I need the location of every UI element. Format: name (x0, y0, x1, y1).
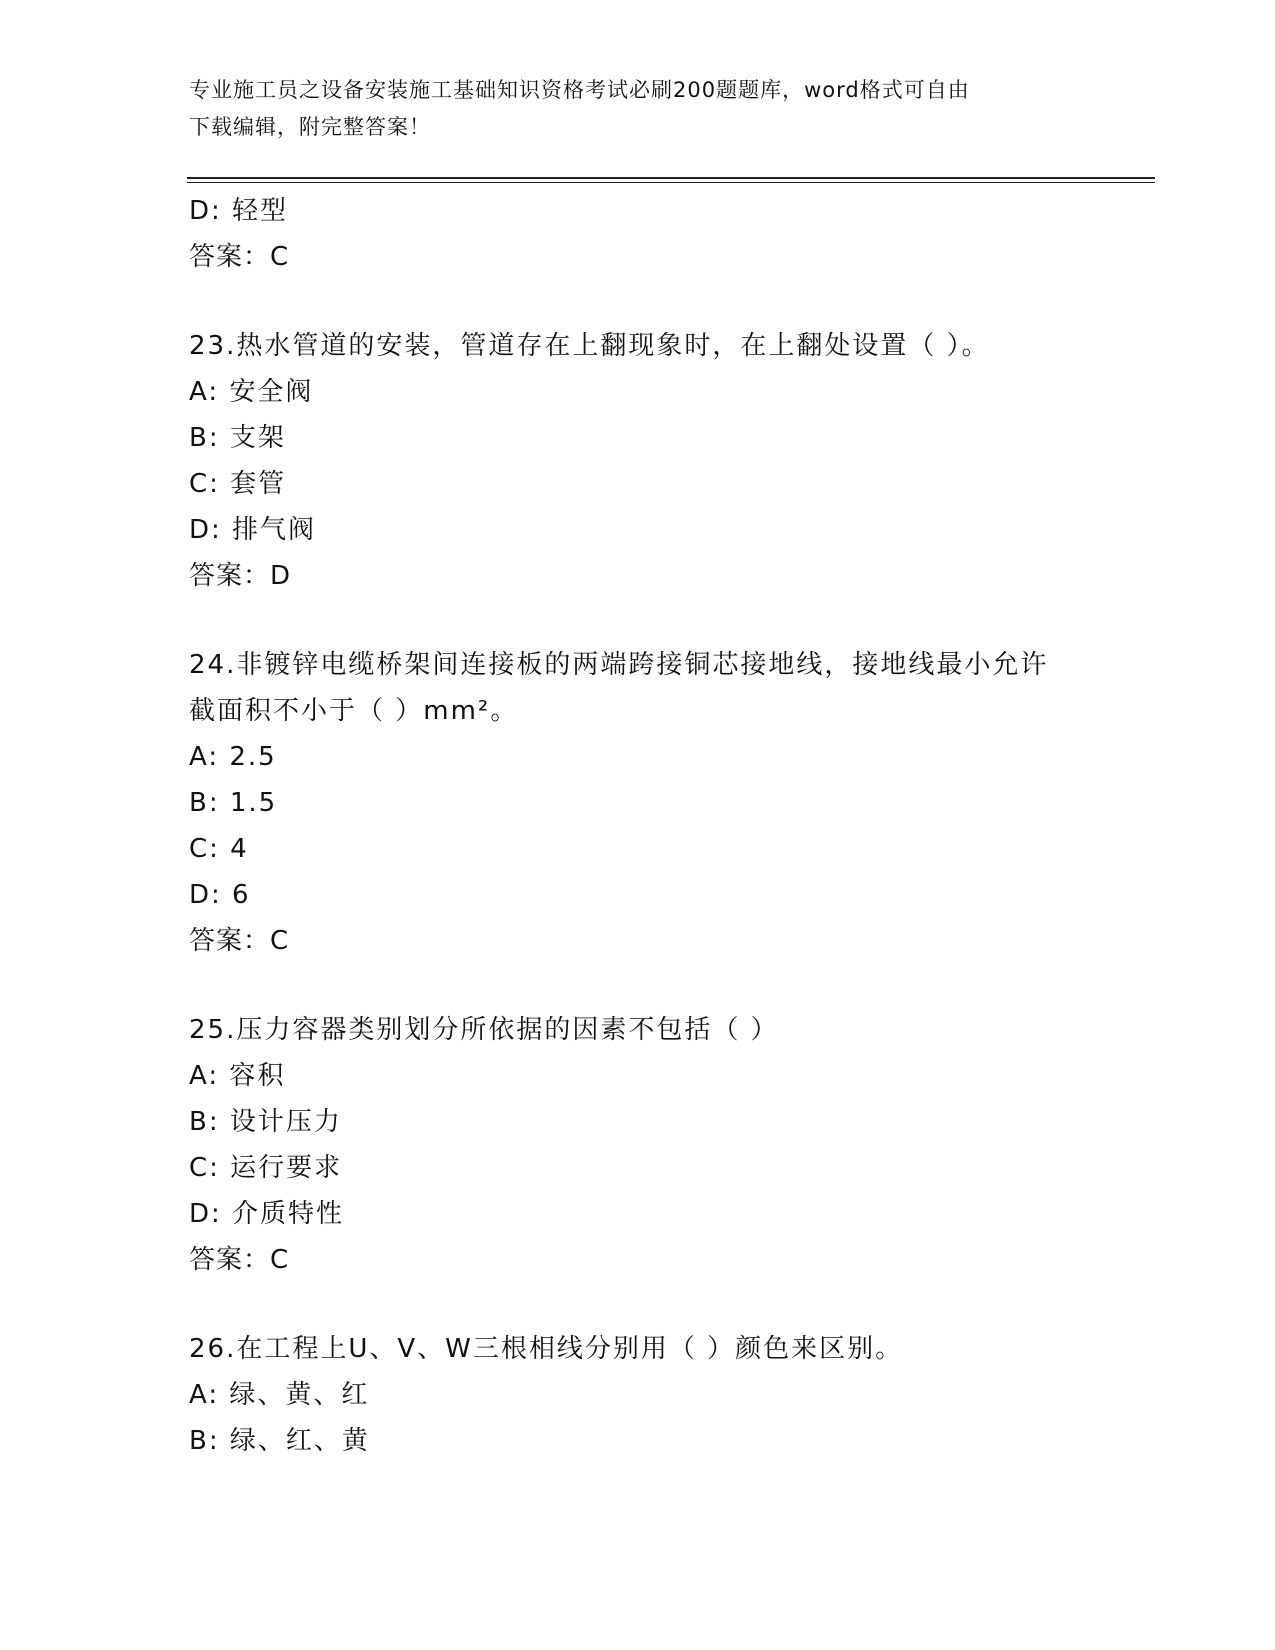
header-line-1: 专业施工员之设备安装施工基础知识资格考试必刷200题题库，word格式可自由 (189, 78, 970, 102)
option-b: B: 绿、红、黄 (189, 1426, 370, 1456)
question-23 (189, 323, 1089, 599)
option-d: D: 介质特性 (189, 1199, 345, 1229)
option-c: C: 运行要求 (189, 1153, 343, 1183)
question-title: 23.热水管道的安装，管道存在上翻现象时，在上翻处设置（ ）。 (189, 331, 990, 361)
answer: 答案：D (189, 561, 292, 591)
question-title: 26.在工程上U、V、W三根相线分别用（ ）颜色来区别。 (189, 1334, 904, 1364)
option-c: C: 套管 (189, 469, 287, 499)
question-title: 25.压力容器类别划分所依据的因素不包括（ ） (189, 1015, 779, 1045)
option-d: D: 排气阀 (189, 515, 317, 545)
answer: 答案：C (189, 242, 290, 272)
question-26 (189, 1326, 1089, 1464)
option-d: D: 轻型 (189, 196, 289, 226)
question-title-line-1: 24.非镀锌电缆桥架间连接板的两端跨接铜芯接地线，接地线最小允许 (189, 650, 1049, 680)
option-a: A: 安全阀 (189, 377, 314, 407)
option-a: A: 容积 (189, 1061, 286, 1091)
option-b: B: 1.5 (189, 788, 278, 818)
header-line-2: 下载编辑，附完整答案！ (189, 115, 431, 139)
option-a: A: 2.5 (189, 742, 277, 772)
question-24 (189, 642, 1089, 964)
spacer (189, 964, 1089, 1007)
header-divider (187, 177, 1155, 183)
spacer (189, 1283, 1089, 1326)
answer: 答案：C (189, 926, 290, 956)
spacer (189, 599, 1089, 642)
spacer (189, 280, 1089, 323)
document-body (189, 188, 1089, 1464)
question-25 (189, 1007, 1089, 1283)
option-c: C: 4 (189, 834, 249, 864)
question-22-tail (189, 188, 1089, 280)
answer: 答案：C (189, 1245, 290, 1275)
option-a: A: 绿、黄、红 (189, 1380, 370, 1410)
option-b: B: 设计压力 (189, 1107, 342, 1137)
option-d: D: 6 (189, 880, 251, 910)
question-title-line-2: 截面积不小于（ ）mm²。 (189, 696, 519, 726)
option-b: B: 支架 (189, 423, 286, 453)
page-header (189, 72, 1089, 146)
